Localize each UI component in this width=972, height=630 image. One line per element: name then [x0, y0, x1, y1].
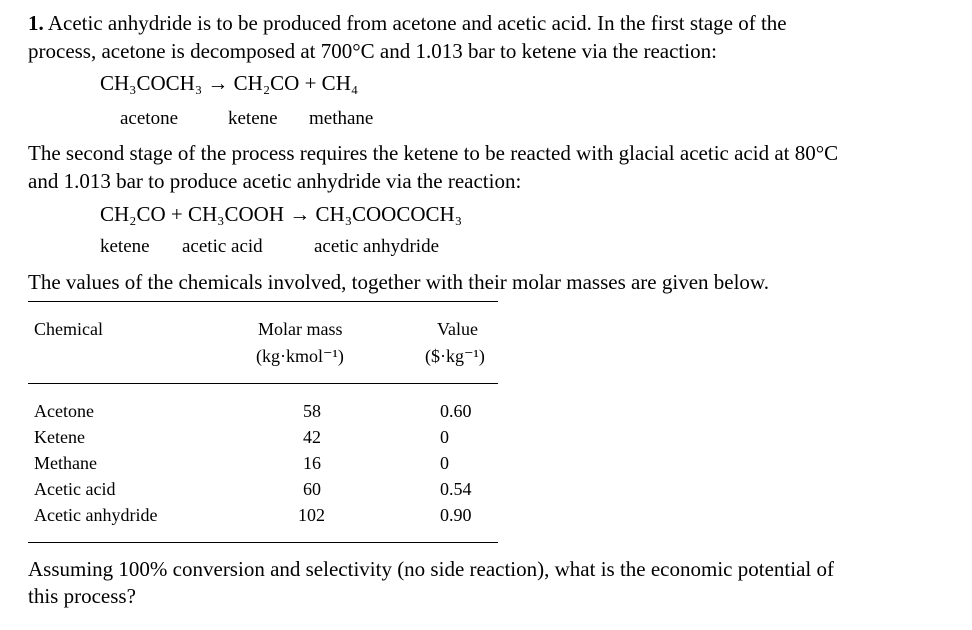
intro-line-1 — [28, 10, 787, 36]
question-line-2: this process? — [28, 584, 136, 608]
table-row-acetone-molar-mass: 58 — [303, 401, 321, 421]
header-molar-mass-unit: (kg·kmol⁻¹) — [256, 346, 344, 366]
table-row-methane-value: 0 — [440, 453, 449, 473]
reaction-2 — [100, 202, 462, 227]
table-row-acetone-value: 0.60 — [440, 401, 472, 421]
reaction-1-label-methane: methane — [309, 108, 374, 129]
reaction-1-arrow: → — [207, 71, 229, 95]
table-row-acetone-chemical: Acetone — [34, 401, 94, 421]
table-row-acetic-anhydride-chemical: Acetic anhydride — [34, 505, 158, 525]
reaction-1 — [100, 71, 358, 96]
header-chemical: Chemical — [34, 319, 103, 339]
reaction-2-arrow: → — [289, 202, 311, 226]
intro-text-1: Acetic anhydride is to be produced from acetone and acetic acid. In the first stage of the — [47, 11, 787, 35]
header-value-unit: ($·kg⁻¹) — [425, 346, 485, 366]
values-intro: The values of the chemicals involved, together with their molar masses are given below. — [28, 270, 769, 294]
problem-number: 1. — [28, 11, 44, 35]
reaction-2-label-acetic-acid: acetic acid — [182, 236, 263, 257]
intro-line-2: process, acetone is decomposed at 700°C and 1.013 bar to ketene via the reaction: — [28, 39, 717, 63]
table-row-acetic-acid-value: 0.54 — [440, 479, 472, 499]
second-stage-line-2: and 1.013 bar to produce acetic anhydride via the reaction: — [28, 169, 522, 193]
table-row-methane-molar-mass: 16 — [303, 453, 321, 473]
table-row-acetic-anhydride-molar-mass: 102 — [298, 505, 325, 525]
table-header-rule — [28, 383, 498, 384]
table-row-ketene-chemical: Ketene — [34, 427, 85, 447]
second-stage-line-1: The second stage of the process requires the ketene to be reacted with glacial acetic acid at 80°C — [28, 141, 839, 165]
reaction-1-reactant: CH₃COCH₃ — [100, 71, 203, 95]
table-row-ketene-molar-mass: 42 — [303, 427, 321, 447]
question-line-1: Assuming 100% conversion and selectivity (no side reaction), what is the economic potential of — [28, 557, 834, 581]
reaction-2-product: CH₃COOCOCH₃ — [315, 202, 463, 226]
reaction-1-label-ketene: ketene — [228, 108, 278, 129]
table-row-ketene-value: 0 — [440, 427, 449, 447]
reaction-2-label-ketene: ketene — [100, 236, 150, 257]
table-row-acetic-anhydride-value: 0.90 — [440, 505, 472, 525]
table-row-acetic-acid-molar-mass: 60 — [303, 479, 321, 499]
reaction-2-reactants: CH₂CO + CH₃COOH — [100, 202, 285, 226]
table-row-acetic-acid-chemical: Acetic acid — [34, 479, 116, 499]
table-bottom-rule — [28, 542, 498, 543]
table-top-rule — [28, 301, 498, 302]
reaction-2-label-acetic-anhydride: acetic anhydride — [314, 236, 440, 257]
header-value: Value — [437, 319, 478, 339]
header-molar-mass: Molar mass — [258, 319, 343, 339]
table-row-methane-chemical: Methane — [34, 453, 97, 473]
reaction-1-products: CH₂CO + CH₄ — [233, 71, 359, 95]
reaction-1-label-acetone: acetone — [120, 108, 179, 129]
